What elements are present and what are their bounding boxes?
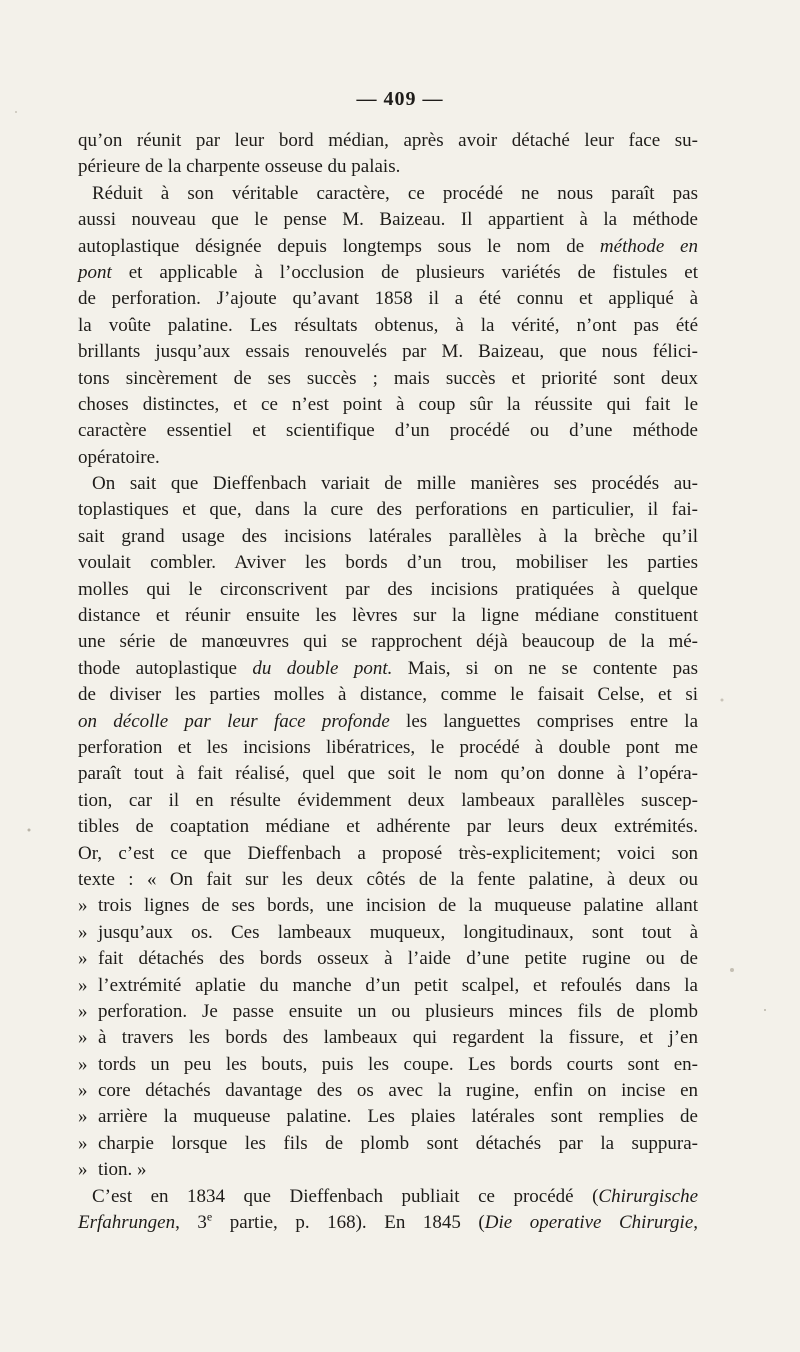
quote-mark: » bbox=[78, 921, 88, 943]
text-line bbox=[78, 603, 698, 629]
text-line bbox=[78, 128, 698, 154]
text-run: les languettes comprises entre la bbox=[389, 710, 699, 732]
quote-mark: » bbox=[78, 1000, 88, 1022]
superscript: e bbox=[206, 1209, 213, 1224]
text-run: de diviser les parties molles à distance, comme le faisait Celse, et si bbox=[78, 684, 698, 706]
text-line bbox=[78, 973, 698, 999]
text-line bbox=[78, 1025, 698, 1051]
text-run: et applicable à l’occlusion de plusieurs variétés de fistules et bbox=[111, 261, 698, 283]
text-line bbox=[78, 1078, 698, 1104]
text-run: , bbox=[693, 1212, 699, 1234]
text-line bbox=[78, 709, 698, 735]
text-run: partie, p. 168). En 1845 ( bbox=[212, 1212, 485, 1234]
italic-text: pont bbox=[78, 261, 112, 283]
text-line bbox=[78, 154, 698, 180]
quote-mark: » bbox=[78, 1106, 88, 1128]
text-run: qu’on réunit par leur bord médian, après avoir détaché leur face su- bbox=[78, 130, 698, 151]
text-line bbox=[78, 181, 698, 207]
text-line bbox=[78, 286, 698, 312]
text-line bbox=[78, 1210, 698, 1236]
text-line bbox=[78, 445, 698, 471]
text-run: sait grand usage des incisions latérales parallèles à la brèche qu’il bbox=[78, 525, 698, 547]
text-line bbox=[78, 1131, 698, 1157]
page-number: — 409 — bbox=[356, 88, 444, 110]
text-run: opératoire. bbox=[78, 446, 160, 468]
text-run: Or, c’est ce que Dieffenbach a proposé très-explicitement; voici son bbox=[78, 842, 698, 864]
text-line bbox=[78, 313, 698, 339]
text-run: thode autoplastique bbox=[78, 657, 253, 679]
text-line bbox=[78, 550, 698, 576]
text-line bbox=[78, 418, 698, 444]
text-line bbox=[78, 1104, 698, 1130]
text-run: tons sincèrement de ses succès ; mais succès et priorité sont deux bbox=[78, 367, 698, 389]
text-run: Mais, si on ne se contente pas bbox=[392, 657, 698, 679]
text-line bbox=[78, 1157, 698, 1183]
text-line bbox=[78, 1184, 698, 1210]
quote-mark: » bbox=[78, 1080, 88, 1102]
text-line bbox=[78, 366, 698, 392]
text-run: perforation et les incisions libératrices, le procédé à double pont me bbox=[78, 736, 698, 758]
text-run: une série de manœuvres qui se rapprochent déjà beaucoup de la mé- bbox=[78, 631, 698, 653]
italic-text: Erfahrungen bbox=[78, 1212, 176, 1234]
text-run: périeure de la charpente osseuse du palais. bbox=[78, 156, 401, 178]
speck bbox=[28, 829, 31, 832]
text-line bbox=[78, 260, 698, 286]
text-line bbox=[78, 920, 698, 946]
text-run: caractère essentiel et scientifique d’un procédé ou d’une méthode bbox=[78, 420, 698, 442]
quote-mark: » bbox=[78, 1027, 88, 1049]
text-run: tion, car il en résulte évidemment deux lambeaux parallèles suscep- bbox=[78, 789, 698, 811]
text-run: autoplastique désignée depuis longtemps sous le nom de bbox=[78, 235, 600, 257]
text-run: de perforation. J’ajoute qu’avant 1858 il a été connu et appliqué à bbox=[78, 288, 698, 310]
speck bbox=[15, 111, 17, 113]
text-line bbox=[78, 735, 698, 761]
quote-mark: » bbox=[78, 1053, 88, 1075]
quote-mark: » bbox=[78, 1159, 88, 1181]
text-run: jusqu’aux os. Ces lambeaux muqueux, longitudinaux, sont tout à bbox=[98, 921, 698, 943]
text-run: , 3 bbox=[175, 1212, 207, 1234]
text-run: core détachés davantage des os avec la rugine, enfin on incise en bbox=[98, 1080, 698, 1102]
text-line bbox=[78, 392, 698, 418]
text-line bbox=[78, 999, 698, 1025]
text-line bbox=[78, 524, 698, 550]
body-text bbox=[78, 128, 698, 1236]
text-run: C’est en 1834 que Dieffenbach publiait ce procédé ( bbox=[92, 1185, 599, 1207]
speck bbox=[721, 699, 724, 702]
text-run: toplastiques et que, dans la cure des perforations en particulier, il fai- bbox=[78, 499, 698, 521]
text-line bbox=[78, 761, 698, 787]
text-line bbox=[78, 788, 698, 814]
italic-text: du double pont. bbox=[252, 657, 393, 679]
text-run: tion. » bbox=[98, 1159, 147, 1181]
text-line bbox=[78, 893, 698, 919]
quote-mark: » bbox=[78, 948, 88, 970]
text-run: la voûte palatine. Les résultats obtenus, à la vérité, n’ont pas été bbox=[78, 314, 698, 336]
text-run: tords un peu les bouts, puis les coupe. Les bords courts sont en- bbox=[98, 1053, 698, 1075]
text-line bbox=[78, 656, 698, 682]
text-line bbox=[78, 207, 698, 233]
text-run: Réduit à son véritable caractère, ce procédé ne nous paraît pas bbox=[92, 182, 698, 204]
text-line bbox=[78, 841, 698, 867]
text-run: à travers les bords des lambeaux qui regardent la fissure, et j’en bbox=[98, 1027, 698, 1049]
italic-text: Die operative Chirurgie bbox=[484, 1212, 694, 1234]
text-run: l’extrémité aplatie du manche d’un petit scalpel, et refoulés dans la bbox=[98, 974, 698, 996]
text-line bbox=[78, 814, 698, 840]
text-run: On sait que Dieffenbach variait de mille manières ses procédés au- bbox=[92, 473, 698, 495]
text-run: choses distinctes, et ce n’est point à coup sûr la réussite qui fait le bbox=[78, 393, 698, 415]
text-line bbox=[78, 577, 698, 603]
text-line bbox=[78, 234, 698, 260]
text-line bbox=[78, 1052, 698, 1078]
text-run: fait détachés des bords osseux à l’aide d’une petite rugine ou de bbox=[98, 948, 698, 970]
quote-mark: » bbox=[78, 974, 88, 996]
text-line bbox=[78, 471, 698, 497]
text-run: trois lignes de ses bords, une incision de la muqueuse palatine allant bbox=[98, 895, 698, 917]
italic-text: Chirurgische bbox=[598, 1185, 698, 1207]
text-run: perforation. Je passe ensuite un ou plusieurs minces fils de plomb bbox=[98, 1000, 698, 1022]
text-run: molles qui le circonscrivent par des incisions pratiquées à quelque bbox=[78, 578, 698, 600]
speck bbox=[764, 1009, 766, 1011]
text-line bbox=[78, 867, 698, 893]
text-run: arrière la muqueuse palatine. Les plaies latérales sont remplies de bbox=[98, 1106, 698, 1128]
text-run: aussi nouveau que le pense M. Baizeau. Il appartient à la méthode bbox=[78, 209, 698, 231]
text-line bbox=[78, 682, 698, 708]
text-run: texte : « On fait sur les deux côtés de la fente palatine, à deux ou bbox=[78, 868, 698, 890]
quote-mark: » bbox=[78, 1132, 88, 1154]
speck bbox=[730, 968, 734, 972]
text-run: distance et réunir ensuite les lèvres sur la ligne médiane constituent bbox=[78, 605, 698, 627]
text-line bbox=[78, 946, 698, 972]
italic-text: méthode en bbox=[599, 235, 698, 257]
text-line bbox=[78, 339, 698, 365]
text-run: brillants jusqu’aux essais renouvelés par M. Baizeau, que nous félici- bbox=[78, 341, 698, 363]
text-line bbox=[78, 497, 698, 523]
text-run: charpie lorsque les fils de plomb sont détachés par la suppura- bbox=[98, 1132, 698, 1154]
text-run: voulait combler. Aviver les bords d’un trou, mobiliser les parties bbox=[78, 552, 698, 574]
quote-mark: » bbox=[78, 895, 88, 917]
text-line bbox=[78, 629, 698, 655]
italic-text: on décolle par leur face profonde bbox=[78, 710, 390, 732]
text-run: tibles de coaptation médiane et adhérente par leurs deux extrémités. bbox=[78, 816, 698, 838]
text-run: paraît tout à fait réalisé, quel que soit le nom qu’on donne à l’opéra- bbox=[78, 763, 698, 785]
